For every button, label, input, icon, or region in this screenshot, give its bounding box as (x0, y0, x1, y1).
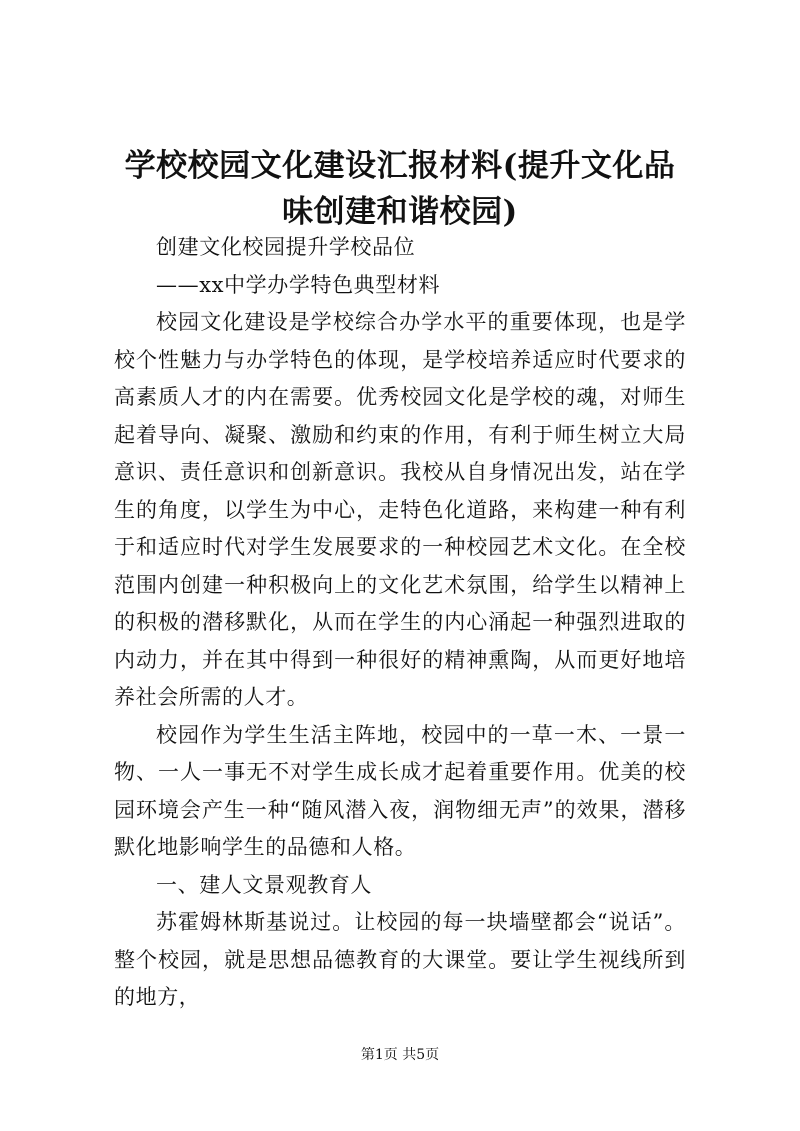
document-body (114, 229, 686, 1017)
subtitle-line: 创建文化校园提升学校品位 (156, 235, 416, 259)
section-heading: 一、建人文景观教育人 (156, 872, 372, 897)
subtitle-source-line: ——xx中学办学特色典型材料 (156, 272, 441, 297)
body-paragraph: 校园作为学生生活主阵地，校园中的一草一木、一景一物、一人一事无不对学生成长成才起着重要作用。优美的校园环境会产生一种“随风潜入夜，润物细无声”的效果，潜移默化地影响学生的品德和人格。 (114, 722, 686, 859)
body-paragraph: 苏霍姆林斯基说过。让校园的每一块墙壁都会“说话”。整个校园，就是思想品德教育的大课堂。要让学生视线所到的地方， (114, 910, 686, 1009)
page-footer: 第1页 共5页 (360, 1047, 440, 1063)
body-paragraph: 校园文化建设是学校综合办学水平的重要体现，也是学校个性魅力与办学特色的体现，是学校培养适应时代要求的高素质人才的内在需要。优秀校园文化是学校的魂，对师生起着导向、凝聚、激励和约束的作用，有利于师生树立大局意识、责任意识和创新意识。我校从自身情况出发，站在学生的角度，以学生为中心，走特色化道路，来构建一种有利于和适应时代对学生发展要求的一种校园艺术文化。在全校范围内创建一种积极向上的文化艺术氛围，给学生以精神上的积极的潜移默化，从而在学生的内心涌起一种强烈进取的内动力，并在其中得到一种很好的精神熏陶，从而更好地培养社会所需的人才。 (114, 310, 686, 709)
document-title: 学校校园文化建设汇报材料(提升文化品味创建和谐校园) (124, 148, 676, 230)
